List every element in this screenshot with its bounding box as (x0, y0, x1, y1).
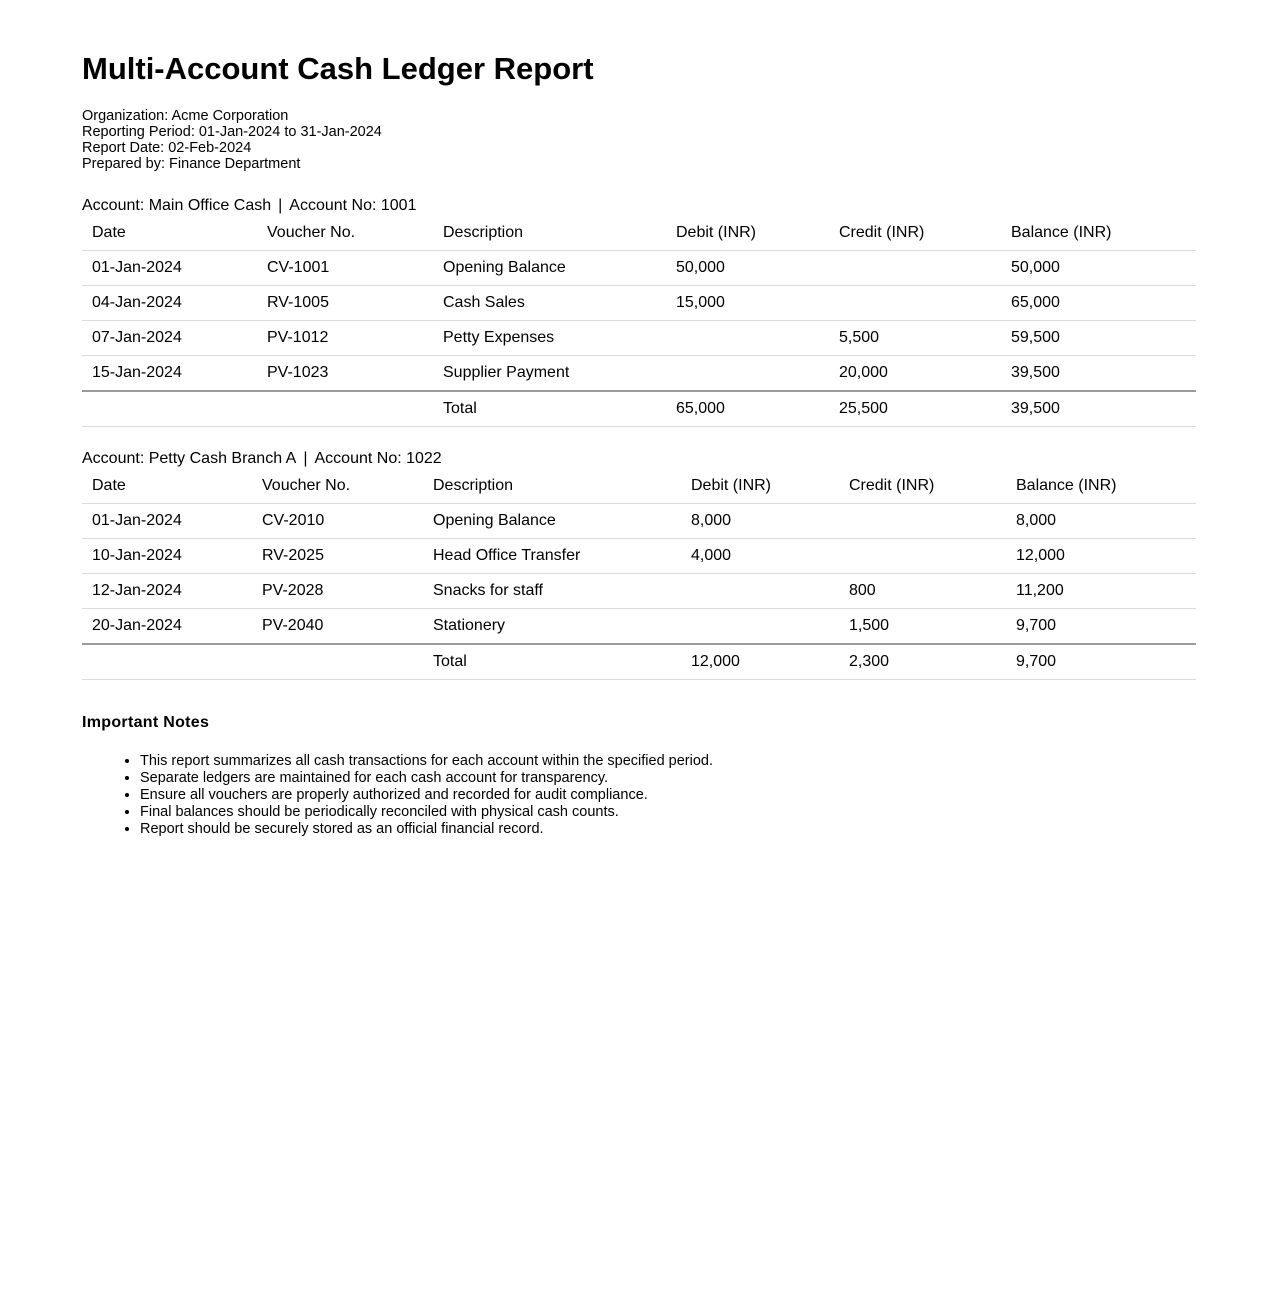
list-item: • This report summarizes all cash transactions for each account within the specified period. (140, 753, 1196, 770)
cell-balance: 65,000 (1001, 286, 1196, 321)
cell-description: Opening Balance (423, 504, 681, 539)
report-meta (82, 108, 1196, 172)
cell-date: 15-Jan-2024 (82, 356, 257, 392)
cell-voucher (257, 391, 433, 427)
total-label: Total (423, 644, 681, 680)
cell-credit: 800 (839, 574, 1006, 609)
list-item: • Ensure all vouchers are properly authorized and recorded for audit compliance. (140, 787, 1196, 804)
cell-balance: 11,200 (1006, 574, 1196, 609)
cell-voucher: RV-2025 (252, 539, 423, 574)
column-header-voucher: Voucher No. (252, 469, 423, 504)
cell-credit (829, 251, 1001, 286)
cell-debit: 8,000 (681, 504, 839, 539)
cell-date: 12-Jan-2024 (82, 574, 252, 609)
cell-balance: 12,000 (1006, 539, 1196, 574)
account-name: Account: Petty Cash Branch A (82, 450, 297, 467)
cell-description: Opening Balance (433, 251, 666, 286)
cell-date: 07-Jan-2024 (82, 321, 257, 356)
column-header-balance: Balance (INR) (1001, 216, 1196, 251)
cell-debit (681, 574, 839, 609)
table-row (82, 321, 1196, 356)
cell-debit: 50,000 (666, 251, 829, 286)
ledger-table (82, 216, 1196, 427)
cell-description: Petty Expenses (433, 321, 666, 356)
ledger-table (82, 469, 1196, 680)
cell-debit (666, 321, 829, 356)
account-number: Account No: 1001 (289, 197, 417, 214)
cell-balance: 59,500 (1001, 321, 1196, 356)
account-name: Account: Main Office Cash (82, 197, 272, 214)
table-row (82, 356, 1196, 392)
table-row (82, 504, 1196, 539)
cell-date: 04-Jan-2024 (82, 286, 257, 321)
total-balance: 39,500 (1001, 391, 1196, 427)
cell-date: 01-Jan-2024 (82, 504, 252, 539)
cell-balance: 39,500 (1001, 356, 1196, 392)
meta-prepared-by: Prepared by: Finance Department (82, 156, 301, 172)
cell-debit (666, 356, 829, 392)
list-item: • Final balances should be periodically reconciled with physical cash counts. (140, 804, 1196, 821)
total-row (82, 644, 1196, 680)
cell-description: Stationery (423, 609, 681, 645)
page-title: Multi-Account Cash Ledger Report (82, 51, 594, 86)
total-row (82, 391, 1196, 427)
cell-voucher: PV-2040 (252, 609, 423, 645)
cell-voucher (252, 644, 423, 680)
cell-date: 20-Jan-2024 (82, 609, 252, 645)
cell-date: 01-Jan-2024 (82, 251, 257, 286)
column-header-credit: Credit (INR) (829, 216, 1001, 251)
column-header-voucher: Voucher No. (257, 216, 433, 251)
column-header-description: Description (433, 216, 666, 251)
total-label: Total (433, 391, 666, 427)
total-debit: 65,000 (666, 391, 829, 427)
cell-debit: 4,000 (681, 539, 839, 574)
notes-list (82, 753, 1196, 838)
cell-description: Cash Sales (433, 286, 666, 321)
table-row (82, 574, 1196, 609)
total-credit: 25,500 (829, 391, 1001, 427)
cell-description: Snacks for staff (423, 574, 681, 609)
total-balance: 9,700 (1006, 644, 1196, 680)
cell-description: Head Office Transfer (423, 539, 681, 574)
notes-heading: Important Notes (82, 714, 210, 731)
column-header-balance: Balance (INR) (1006, 469, 1196, 504)
column-header-description: Description (423, 469, 681, 504)
meta-report-date: Report Date: 02-Feb-2024 (82, 140, 252, 156)
table-row (82, 251, 1196, 286)
cell-credit (839, 539, 1006, 574)
column-header-debit: Debit (INR) (681, 469, 839, 504)
cell-description: Supplier Payment (433, 356, 666, 392)
cell-credit (829, 286, 1001, 321)
cell-voucher: PV-1023 (257, 356, 433, 392)
cell-debit: 15,000 (666, 286, 829, 321)
cell-voucher: CV-2010 (252, 504, 423, 539)
account-heading-separator: | (278, 197, 283, 214)
cell-credit: 20,000 (829, 356, 1001, 392)
account-heading (82, 449, 1196, 469)
cell-credit: 5,500 (829, 321, 1001, 356)
cell-date: 10-Jan-2024 (82, 539, 252, 574)
cell-voucher: PV-1012 (257, 321, 433, 356)
cell-voucher: RV-1005 (257, 286, 433, 321)
list-item: • Separate ledgers are maintained for each cash account for transparency. (140, 770, 1196, 787)
cell-balance: 9,700 (1006, 609, 1196, 645)
cell-debit (681, 609, 839, 645)
cell-voucher: PV-2028 (252, 574, 423, 609)
cell-balance: 8,000 (1006, 504, 1196, 539)
cell-date (82, 391, 257, 427)
cell-balance: 50,000 (1001, 251, 1196, 286)
account-number: Account No: 1022 (314, 450, 442, 467)
total-credit: 2,300 (839, 644, 1006, 680)
column-header-credit: Credit (INR) (839, 469, 1006, 504)
column-header-date: Date (82, 216, 257, 251)
ledger-header-row (82, 469, 1196, 504)
table-row (82, 609, 1196, 645)
column-header-date: Date (82, 469, 252, 504)
table-row (82, 539, 1196, 574)
cell-credit (839, 504, 1006, 539)
cell-credit: 1,500 (839, 609, 1006, 645)
list-item: • Report should be securely stored as an official financial record. (140, 821, 1196, 838)
total-debit: 12,000 (681, 644, 839, 680)
meta-organization: Organization: Acme Corporation (82, 108, 289, 124)
account-heading (82, 196, 1196, 216)
table-row (82, 286, 1196, 321)
account-heading-separator: | (303, 450, 308, 467)
column-header-debit: Debit (INR) (666, 216, 829, 251)
cell-voucher: CV-1001 (257, 251, 433, 286)
ledger-header-row (82, 216, 1196, 251)
cell-date (82, 644, 252, 680)
meta-reporting-period: Reporting Period: 01-Jan-2024 to 31-Jan-2024 (82, 124, 382, 140)
